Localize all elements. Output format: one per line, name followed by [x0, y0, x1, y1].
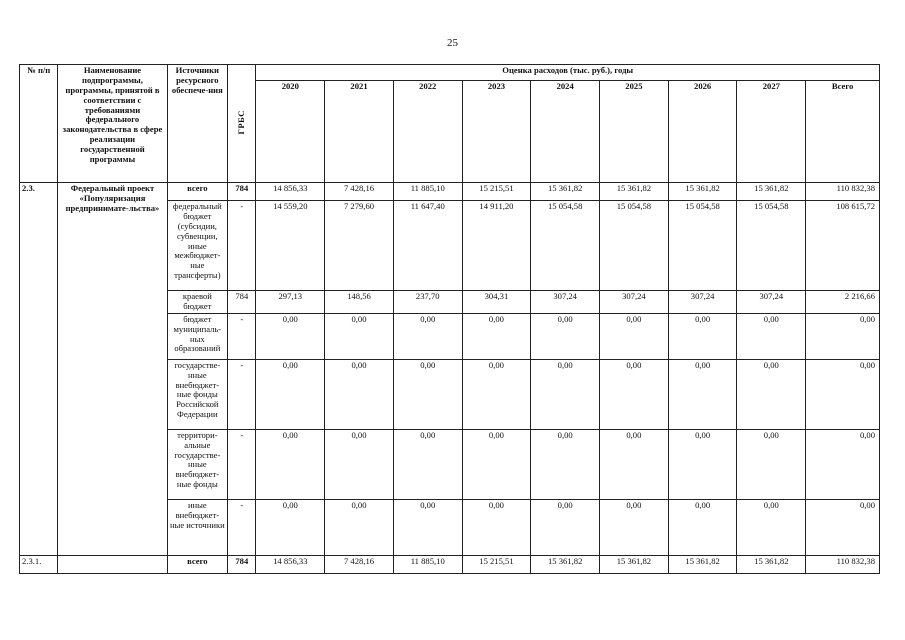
budget-table	[19, 64, 880, 574]
value-cell: 15 215,51	[462, 183, 531, 201]
value-cell: 0,00	[531, 429, 600, 499]
header-grbs-label: ГРБС	[235, 109, 246, 135]
value-cell: 0,00	[600, 359, 669, 429]
value-cell: 7 279,60	[325, 201, 394, 291]
subsection-name	[58, 555, 167, 573]
header-year-2: 2022	[393, 81, 462, 183]
value-cell: 15 054,58	[668, 201, 737, 291]
source-cell: всего	[167, 555, 228, 573]
value-cell: 14 856,33	[256, 183, 325, 201]
value-cell: 148,56	[325, 291, 394, 314]
value-cell: 0,00	[600, 313, 669, 359]
value-cell: 15 361,82	[737, 183, 806, 201]
value-cell: 0,00	[325, 499, 394, 555]
value-cell: 0,00	[806, 313, 880, 359]
value-cell: 15 361,82	[737, 555, 806, 573]
value-cell: 0,00	[668, 499, 737, 555]
page-number: 25	[447, 37, 458, 49]
table-header	[20, 65, 880, 183]
value-cell: 0,00	[806, 429, 880, 499]
value-cell: 0,00	[668, 429, 737, 499]
value-cell: 0,00	[393, 359, 462, 429]
grbs-cell: 784	[228, 291, 256, 314]
value-cell: 0,00	[393, 313, 462, 359]
value-cell: 0,00	[600, 499, 669, 555]
value-cell: 14 559,20	[256, 201, 325, 291]
value-cell: 15 361,82	[668, 555, 737, 573]
value-cell: 0,00	[531, 313, 600, 359]
value-cell: 0,00	[462, 359, 531, 429]
value-cell: 0,00	[256, 499, 325, 555]
value-cell: 0,00	[325, 429, 394, 499]
value-cell: 0,00	[737, 429, 806, 499]
header-grbs	[228, 65, 256, 183]
value-cell: 0,00	[668, 313, 737, 359]
header-name: Наименование подпрограммы, программы, принятой в соответствии с требованиями федерального законодательства в сфере реализации государственной программы	[58, 65, 167, 183]
table-row	[20, 555, 880, 573]
value-cell: 110 832,38	[806, 555, 880, 573]
value-cell: 7 428,16	[325, 555, 394, 573]
header-year-0: 2020	[256, 81, 325, 183]
grbs-cell: -	[228, 429, 256, 499]
value-cell: 0,00	[325, 313, 394, 359]
value-cell: 15 361,82	[668, 183, 737, 201]
header-year-6: 2026	[668, 81, 737, 183]
subsection-num: 2.3.1.	[20, 555, 58, 573]
value-cell: 0,00	[462, 429, 531, 499]
value-cell: 237,70	[393, 291, 462, 314]
header-year-3: 2023	[462, 81, 531, 183]
header-year-5: 2025	[600, 81, 669, 183]
value-cell: 0,00	[600, 429, 669, 499]
source-cell: территори-альные государстве-нные внебюджет-ные фонды	[167, 429, 228, 499]
value-cell: 0,00	[256, 359, 325, 429]
grbs-cell: 784	[228, 183, 256, 201]
value-cell: 14 911,20	[462, 201, 531, 291]
value-cell: 15 054,58	[737, 201, 806, 291]
grbs-cell: -	[228, 499, 256, 555]
value-cell: 0,00	[531, 359, 600, 429]
value-cell: 15 215,51	[462, 555, 531, 573]
value-cell: 0,00	[737, 499, 806, 555]
value-cell: 7 428,16	[325, 183, 394, 201]
value-cell: 14 856,33	[256, 555, 325, 573]
value-cell: 15 361,82	[600, 183, 669, 201]
source-cell: иные внебюджет-ные источники	[167, 499, 228, 555]
value-cell: 0,00	[256, 313, 325, 359]
value-cell: 307,24	[600, 291, 669, 314]
value-cell: 15 361,82	[531, 555, 600, 573]
source-cell: бюджет муниципаль-ных образований	[167, 313, 228, 359]
table-body	[20, 183, 880, 574]
source-cell: краевой бюджет	[167, 291, 228, 314]
value-cell: 0,00	[737, 313, 806, 359]
header-estimate: Оценка расходов (тыс. руб.), годы	[256, 65, 880, 81]
value-cell: 0,00	[806, 499, 880, 555]
value-cell: 0,00	[806, 359, 880, 429]
value-cell: 0,00	[393, 499, 462, 555]
source-cell: федеральный бюджет (субсидии, субвенции, иные межбюджет-ные трансферты)	[167, 201, 228, 291]
header-year-8: Всего	[806, 81, 880, 183]
value-cell: 0,00	[325, 359, 394, 429]
header-num: № п/п	[20, 65, 58, 183]
table-row	[20, 183, 880, 201]
value-cell: 307,24	[668, 291, 737, 314]
grbs-cell: -	[228, 359, 256, 429]
value-cell: 307,24	[737, 291, 806, 314]
header-year-1: 2021	[325, 81, 394, 183]
value-cell: 11 647,40	[393, 201, 462, 291]
value-cell: 15 054,58	[531, 201, 600, 291]
source-cell: государстве-нные внебюджет-ные фонды Российской Федерации	[167, 359, 228, 429]
grbs-cell: -	[228, 201, 256, 291]
value-cell: 15 361,82	[531, 183, 600, 201]
value-cell: 0,00	[531, 499, 600, 555]
value-cell: 2 216,66	[806, 291, 880, 314]
value-cell: 15 361,82	[600, 555, 669, 573]
value-cell: 108 615,72	[806, 201, 880, 291]
value-cell: 15 054,58	[600, 201, 669, 291]
source-cell: всего	[167, 183, 228, 201]
value-cell: 0,00	[462, 313, 531, 359]
value-cell: 11 885,10	[393, 183, 462, 201]
value-cell: 0,00	[462, 499, 531, 555]
section-num: 2.3.	[20, 183, 58, 556]
value-cell: 0,00	[393, 429, 462, 499]
header-year-4: 2024	[531, 81, 600, 183]
value-cell: 110 832,38	[806, 183, 880, 201]
value-cell: 11 885,10	[393, 555, 462, 573]
header-year-7: 2027	[737, 81, 806, 183]
value-cell: 0,00	[256, 429, 325, 499]
grbs-cell: -	[228, 313, 256, 359]
value-cell: 297,13	[256, 291, 325, 314]
value-cell: 304,31	[462, 291, 531, 314]
value-cell: 0,00	[668, 359, 737, 429]
grbs-cell: 784	[228, 555, 256, 573]
header-source: Источники ресурсного обеспече-ния	[167, 65, 228, 183]
value-cell: 0,00	[737, 359, 806, 429]
section-name: Федеральный проект «Популяризация предпринимате-льства»	[58, 183, 167, 556]
value-cell: 307,24	[531, 291, 600, 314]
